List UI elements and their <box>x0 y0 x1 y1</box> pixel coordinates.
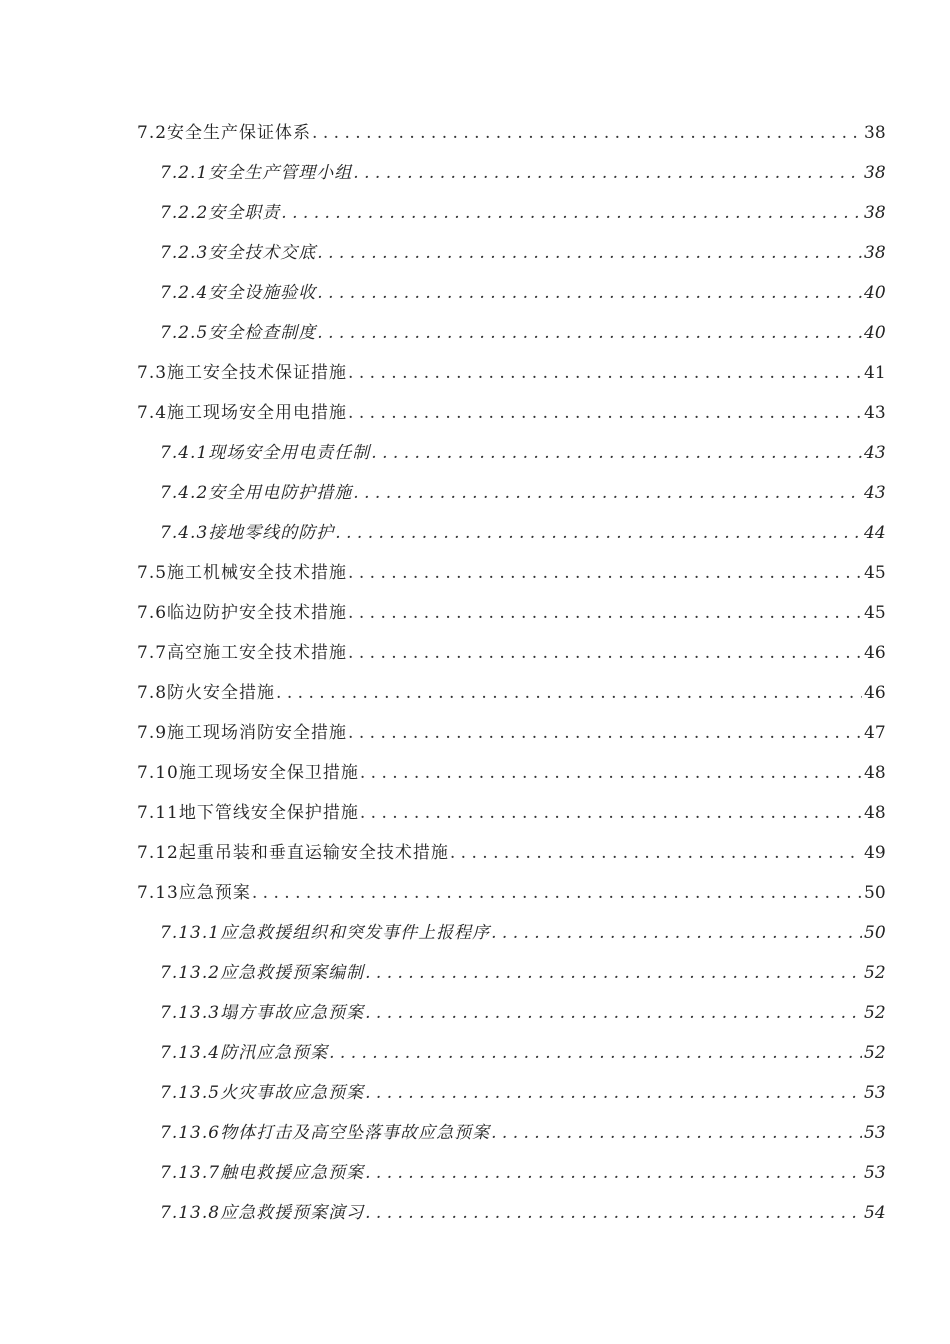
toc-entry[interactable] <box>0 313 884 353</box>
toc-entry[interactable] <box>0 113 884 153</box>
toc-entry-number: 7.4.1 <box>160 443 209 463</box>
toc-entry-page-number: 47 <box>864 723 886 743</box>
toc-entry-number: 7.6 <box>137 603 168 623</box>
toc-entry-title: 防汛应急预案 <box>220 1043 329 1063</box>
toc-entry-number: 7.3 <box>137 363 168 383</box>
dot-leader <box>281 193 862 233</box>
toc-entry-title: 施工机械安全技术措施 <box>167 563 348 583</box>
toc-entry-number: 7.13 <box>137 883 179 903</box>
toc-entry-number: 7.4.2 <box>160 483 209 503</box>
dot-leader <box>252 873 862 913</box>
toc-entry-number: 7.13.1 <box>160 923 221 943</box>
toc-entry[interactable] <box>0 1073 884 1113</box>
dot-leader <box>348 353 862 393</box>
dot-leader <box>317 273 862 313</box>
toc-entry-page-number: 53 <box>864 1163 886 1183</box>
toc-entry-number: 7.13.5 <box>160 1083 221 1103</box>
toc-entry-page-number: 45 <box>864 563 886 583</box>
toc-entry-page-number: 38 <box>864 243 886 263</box>
dot-leader <box>348 713 862 753</box>
toc-entry-number: 7.2.1 <box>160 163 209 183</box>
toc-entry[interactable] <box>0 1113 884 1153</box>
toc-entry[interactable] <box>0 953 884 993</box>
dot-leader <box>317 313 862 353</box>
toc-entry[interactable] <box>0 993 884 1033</box>
toc-entry-page-number: 45 <box>864 603 886 623</box>
toc-entry[interactable] <box>0 873 884 913</box>
toc-entry-page-number: 43 <box>864 443 886 463</box>
toc-entry-page-number: 38 <box>864 203 886 223</box>
toc-entry-title: 应急救援预案演习 <box>220 1203 365 1223</box>
toc-entry-page-number: 54 <box>864 1203 886 1223</box>
toc-entry[interactable] <box>0 553 884 593</box>
toc-entry-title: 触电救援应急预案 <box>220 1163 365 1183</box>
dot-leader <box>360 793 862 833</box>
toc-entry-page-number: 40 <box>864 283 886 303</box>
toc-entry-title: 安全设施验收 <box>208 283 317 303</box>
toc-entry-title: 接地零线的防护 <box>208 523 335 543</box>
toc-entry-page-number: 40 <box>864 323 886 343</box>
toc-entry-page-number: 50 <box>864 923 886 943</box>
toc-entry-number: 7.13.8 <box>160 1203 221 1223</box>
toc-entry-page-number: 52 <box>864 1003 886 1023</box>
toc-entry-title: 地下管线安全保护措施 <box>178 803 359 823</box>
toc-entry-title: 起重吊装和垂直运输安全技术措施 <box>178 843 449 863</box>
toc-entry-title: 安全生产保证体系 <box>167 123 312 143</box>
toc-entry-number: 7.13.7 <box>160 1163 221 1183</box>
toc-entry-number: 7.7 <box>137 643 168 663</box>
toc-entry[interactable] <box>0 153 884 193</box>
toc-entry-number: 7.4.3 <box>160 523 209 543</box>
toc-entry-page-number: 38 <box>864 163 886 183</box>
toc-entry-number: 7.13.6 <box>160 1123 221 1143</box>
toc-entry-page-number: 46 <box>864 643 886 663</box>
dot-leader <box>491 1113 862 1153</box>
toc-entry-title: 施工现场安全用电措施 <box>167 403 348 423</box>
toc-entry[interactable] <box>0 433 884 473</box>
toc-entry-title: 安全用电防护措施 <box>208 483 353 503</box>
dot-leader <box>348 633 862 673</box>
dot-leader <box>276 673 862 713</box>
dot-leader <box>365 953 862 993</box>
toc-entry-number: 7.2.3 <box>160 243 209 263</box>
toc-entry-page-number: 52 <box>864 1043 886 1063</box>
toc-entry[interactable] <box>0 513 884 553</box>
toc-entry-title: 应急救援预案编制 <box>220 963 365 983</box>
dot-leader <box>353 153 862 193</box>
toc-entry-title: 施工现场安全保卫措施 <box>178 763 359 783</box>
toc-entry-title: 现场安全用电责任制 <box>208 443 371 463</box>
toc-entry[interactable] <box>0 793 884 833</box>
toc-entry[interactable] <box>0 753 884 793</box>
dot-leader <box>371 433 862 473</box>
toc-entry-title: 高空施工安全技术措施 <box>167 643 348 663</box>
dot-leader <box>335 513 862 553</box>
toc-entry-title: 临边防护安全技术措施 <box>167 603 348 623</box>
dot-leader <box>360 753 862 793</box>
dot-leader <box>312 113 862 153</box>
dot-leader <box>348 553 862 593</box>
toc-entry-page-number: 41 <box>864 363 886 383</box>
dot-leader <box>450 833 862 873</box>
toc-entry-page-number: 48 <box>864 803 886 823</box>
dot-leader <box>317 233 862 273</box>
toc-entry-title: 施工安全技术保证措施 <box>167 363 348 383</box>
toc-entry-page-number: 46 <box>864 683 886 703</box>
toc-entry-page-number: 53 <box>864 1123 886 1143</box>
toc-entry-page-number: 48 <box>864 763 886 783</box>
dot-leader <box>348 393 862 433</box>
toc-entry[interactable] <box>0 393 884 433</box>
toc-entry-title: 安全职责 <box>208 203 281 223</box>
toc-entry[interactable] <box>0 273 884 313</box>
toc-entry-page-number: 44 <box>864 523 886 543</box>
toc-entry[interactable] <box>0 353 884 393</box>
toc-entry-number: 7.13.4 <box>160 1043 221 1063</box>
toc-entry-number: 7.2.2 <box>160 203 209 223</box>
toc-entry-page-number: 43 <box>864 403 886 423</box>
dot-leader <box>365 1073 862 1113</box>
dot-leader <box>365 993 862 1033</box>
toc-entry-number: 7.8 <box>137 683 168 703</box>
toc-entry-number: 7.11 <box>137 803 179 823</box>
toc-entry-page-number: 50 <box>864 883 886 903</box>
toc-entry-title: 安全检查制度 <box>208 323 317 343</box>
toc-entry-title: 应急预案 <box>178 883 251 903</box>
toc-entry[interactable] <box>0 473 884 513</box>
toc-entry-number: 7.2 <box>137 123 168 143</box>
toc-entry-number: 7.13.3 <box>160 1003 221 1023</box>
toc-entry-number: 7.10 <box>137 763 179 783</box>
toc-entry[interactable] <box>0 633 884 673</box>
toc-entry-title: 应急救援组织和突发事件上报程序 <box>220 923 491 943</box>
dot-leader <box>491 913 862 953</box>
toc-entry-number: 7.2.5 <box>160 323 209 343</box>
dot-leader <box>353 473 862 513</box>
toc-entry-title: 物体打击及高空坠落事故应急预案 <box>220 1123 491 1143</box>
toc-entry-page-number: 53 <box>864 1083 886 1103</box>
toc-entry-title: 安全生产管理小组 <box>208 163 353 183</box>
toc-entry-number: 7.12 <box>137 843 179 863</box>
toc-entry-page-number: 43 <box>864 483 886 503</box>
toc-entry[interactable] <box>0 1193 884 1233</box>
toc-entry[interactable] <box>0 673 884 713</box>
toc-entry-title: 施工现场消防安全措施 <box>167 723 348 743</box>
toc-entry-number: 7.13.2 <box>160 963 221 983</box>
toc-entry-page-number: 38 <box>864 123 886 143</box>
toc-entry-page-number: 49 <box>864 843 886 863</box>
dot-leader <box>348 593 862 633</box>
toc-entry[interactable] <box>0 593 884 633</box>
toc-entry-number: 7.2.4 <box>160 283 209 303</box>
toc-entry[interactable] <box>0 233 884 273</box>
toc-entry[interactable] <box>0 833 884 873</box>
toc-entry-page-number: 52 <box>864 963 886 983</box>
dot-leader <box>329 1033 862 1073</box>
toc-entry-number: 7.4 <box>137 403 168 423</box>
toc-entry-title: 塌方事故应急预案 <box>220 1003 365 1023</box>
toc-entry-title: 防火安全措施 <box>167 683 276 703</box>
toc-entry[interactable] <box>0 193 884 233</box>
toc-entry[interactable] <box>0 1153 884 1193</box>
toc-entry-title: 安全技术交底 <box>208 243 317 263</box>
toc-entry[interactable] <box>0 1033 884 1073</box>
toc-entry-number: 7.5 <box>137 563 168 583</box>
dot-leader <box>365 1153 862 1193</box>
dot-leader <box>365 1193 862 1233</box>
toc-entry-number: 7.9 <box>137 723 168 743</box>
table-of-contents <box>0 113 950 1233</box>
toc-entry[interactable] <box>0 913 884 953</box>
toc-entry[interactable] <box>0 713 884 753</box>
toc-entry-title: 火灾事故应急预案 <box>220 1083 365 1103</box>
